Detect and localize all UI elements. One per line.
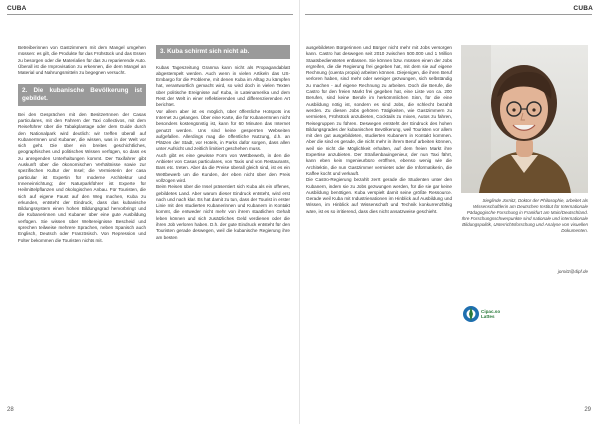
- author-email[interactable]: jornitz@dipf.de: [557, 269, 588, 274]
- text-column-3: [306, 45, 452, 215]
- paragraph: Die Castro-Regierung bezahlt zerrt gerade die Studenten unter den Kubanern, indem sie zu Jobs gezwungen werden, für die sie gar keine Ausbildung benötigen. Kuba verspielt damit seine größte Ressource. Gerade weil Kuba mit Industrienationen im Hinblick auf Ausbildung und Wissen, im Hinblick auf Wissenschaft und Technik konkurrenzfähig wäre, ist es so irritierend, dass dies nicht ansatzweise geschieht.: [306, 177, 452, 214]
- logo-text-line-1: Cipac.so: [481, 309, 501, 314]
- lattes-logo: [462, 305, 522, 327]
- page-gutter: [299, 0, 300, 424]
- page-number-right: 29: [584, 407, 591, 413]
- text-column-2: [156, 45, 290, 241]
- page-number-left: 28: [7, 407, 14, 413]
- lattes-logo-icon: [462, 305, 480, 323]
- author-photo: [461, 45, 588, 193]
- paragraph: Kubas Tageszeitung Granma kann nicht als Propagandablatt abgestempelt werden. Auch wenn in vielen Artikeln das US-Embargo für die Probleme, mit denen Kuba im Alltag zu kämpfen hat, verantwortlich gemacht wird, so wird doch in vielen Texten über politische Ereignisse auf Kuba, in Lateinamerika und dem Rest der Welt in einer reflektierenden und differenzierenden Art berichtet.: [156, 64, 290, 108]
- section-heading-3: 3. Kuba schirmt sich nicht ab.: [156, 45, 290, 59]
- header-rule-right: [305, 14, 592, 15]
- author-caption: Sieglinde Jornitz, Doktor der Philosophie, arbeitet als Wissenschaftlerin am Deutschen Institut für Internationale Pädagogische Forschung in Frankfurt am Main/Deutschland. Ihre Forschungsschwerpunkte sind nationale und internationale Bildungspolitik, Unterrichtsforschung und Analyse von visuellen Dokumenten.: [461, 198, 588, 233]
- paragraph: Beim Reisen über die Insel präsentiert sich Kuba als ein offenes, gebildetes Land. Aber warum dieser Eindruck entsteht, wird erst nach und nach klar. Es hat damit zu tun, dass der Tourist in erster Linie mit den studierten Kubanerinnen und Kubanern in Kontakt kommt, die entweder nicht mehr von ihrem staatlichen Gehalt leben können und sich zusätzliches Geld verdienen oder die ihren Job verloren haben. D.h. der gute Eindruck entsteht für den Touristen gerade deswegen, weil die kubanische Regierung ihre am besten: [156, 184, 290, 240]
- paragraph: ausgebildeten Bürgerinnen und Bürger nicht mehr mit Jobs versorgen kann. Castro hat deswegen seit 2010 zwischen 500.000 und 1 Million Staatsbediensteten entlassen. Sie können bzw. müssen einen der Jobs ergreifen, die die Regierung frei gegeben hat, mit dem sie auf eigene Rechnung (cuenta propia) arbeiten können. Diejenigen, die ihren Beruf verloren haben, sind mehr oder weniger gezwungen, sich selbständig zu machen - auf eigene Rechnung zu arbeiten. Doch die Berufe, die Castro für den freien Markt frei gegeben hat, eine Liste von ca. 200 Berufen, sind keine Berufe im herkömmlichen Sinn, für die eine Ausbildung nötig ist, sondern es sind Jobs, die schlecht bezahlt werden. Zu diesen Jobs gehören Tätigkeiten, wie Gastzimmern zu vermieten, Frühstück anzubieten, Cocktails zu mixen, Autos zu fahren, Reisegruppen zu führen. Deswegen entsteht der Eindruck des hohen Bildungsgrades der kubanischen Bevölkerung, weil Touristen vor allem mit den gut ausgebildeten, studierten Kubanern in Kontakt kommen. Aber die sind es gerade, die nicht mehr in ihrem Beruf arbeiten können, weil sie nicht die Möglichkeit erhalten, auf dem freien Markt ihre Expertise anzubieten. Der Straßenbauingenieur, der nun Taxi fährt, kann eben kein Ingenieurbüro eröffnen, ebenso wenig wie die Architektin, die nun Gastzimmer vermietet oder die Informatikerin, die Kaffee kocht und verkauft.: [306, 45, 452, 176]
- running-header-left: CUBA: [7, 5, 27, 12]
- paragraph: Vor allem aber ist es möglich, über öffentliche Hotspots ins Internet zu gelangen. Über eine Karte, die für KubanerInnen nicht besonders kostengünstig ist, kann für 60 Minuten das Internet genutzt werden. Uns sind keine gesperrten Webseiten aufgefallen. Allerdings mag die öffentliche Nutzung, d.h. an Plätzen der Stadt, vor Hotels, in Parks dafür sorgen, dass allen unter Aufsicht und zeitlich limitiert geschehen muss.: [156, 108, 290, 152]
- logo-text-line-2: Lattes: [481, 314, 495, 320]
- header-rule-left: [7, 14, 293, 15]
- paragraph: Betreiberinnen von Gastzimmern mit dem Mangel umgehen müssen: es gilt, die Produkte für das Frühstück und das Essen zu besorgen oder die Materialien für das zu reparierende Auto. Überall ist die Improvisation zu erkennen, die dem Mangel an Material und Nahrungsmitteln zu begegnen versucht.: [18, 45, 146, 76]
- paragraph: Bei den Gesprächen mit den BesitzerInnen der Casas particulares, mit den Fahrern der Taxi collectivos, mit dem Reiseführer über die Tabakplantage oder dem Guide durch den Nationalpark wird deutlich: wir treffen überall auf KubanerInnen und Kubaner, die wissen, was in der Welt vor sich geht. Die über ein breites geschichtliches, geographisches und politisches Wissen verfügen, so dass es zu anregenden Unterhaltungen kommt. Der Taxifahrer gibt Auskunft über die ökonomischen Verhältnisse sowie zur spezifischen Kultur der Insel; die Vermieterin der casa particular ist Expertin für moderne Architektur und Inneneinrichtung; der Naturparkführer ist Experte für Heilmittelpflanzen und ökologischen Anbau. Für Touristen, die sich auf eigene Faust auf den Weg machen, Kuba zu erkunden, entsteht der Eindruck, dass das kubanische Bildungssystem einen hohen Bildungsgrad hervorbringt und die Kubanerinnen und Kubaner über eine gute Ausbildung verfügen. Sie wissen über Weltereignisse Bescheid und sprechen teilweise mehrere Sprachen, neben Spanisch auch Englisch, Deutsch oder Französisch. Von Repression und Folter bekommen die Touristen nichts mit.: [18, 111, 146, 243]
- lattes-logo-text: [481, 309, 500, 319]
- section-heading-2: 2. Die kubanische Bevölkerung ist gebildet.: [18, 84, 146, 105]
- text-column-1: [18, 45, 146, 244]
- running-header-right: CUBA: [573, 5, 593, 12]
- paragraph: Auch gibt es eine gewisse Form von Wettbewerb, in den die Anbieter von Casas particulares, von Taxis und von Restaurants, Bars etc. treten. Aber da die Preise überall gleich sind, ist es ein Wettbewerb um die Kunden, der eben nicht über den Preis vollzogen wird.: [156, 152, 290, 183]
